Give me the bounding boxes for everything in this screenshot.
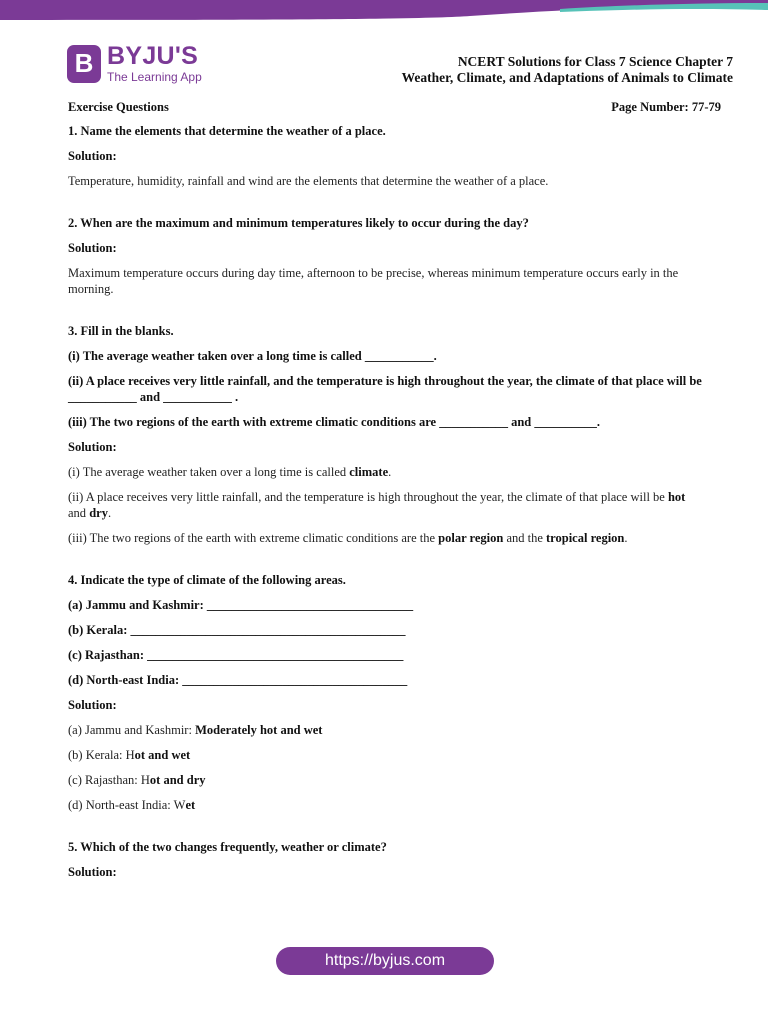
byjus-logo <box>67 44 202 83</box>
answer-3-iii: (iii) The two regions of the earth with extreme climatic conditions are the polar region and the tropical region. <box>68 531 628 545</box>
question-4-part-d: (d) North-east India: ____________________________________ <box>68 673 408 687</box>
answer-4-c: (c) Rajasthan: Hot and dry <box>68 773 206 787</box>
document-header <box>402 54 733 86</box>
answer-3-ii: (ii) A place receives very little rainfall, and the temperature is high throughout the year, the climate of that place will be hot and dry. <box>68 490 686 520</box>
answer-3-i: (i) The average weather taken over a long time is called climate. <box>68 465 392 479</box>
question-5: 5. Which of the two changes frequently, weather or climate? <box>68 840 387 854</box>
question-3-part-i: (i) The average weather taken over a long time is called ___________. <box>68 349 437 363</box>
logo-tagline: The Learning App <box>107 70 202 84</box>
answer-2: Maximum temperature occurs during day time, afternoon to be precise, whereas minimum temperature occurs early in the morning. <box>68 266 679 296</box>
answer-4-a: (a) Jammu and Kashmir: Moderately hot and wet <box>68 723 323 737</box>
question-4-part-c: (c) Rajasthan: _________________________________________ <box>68 648 404 662</box>
section-title: Exercise Questions <box>68 100 169 114</box>
logo-badge: B <box>67 45 101 83</box>
footer-url-link[interactable]: https://byjus.com <box>276 947 494 975</box>
top-decorative-band <box>0 0 768 24</box>
question-1: 1. Name the elements that determine the weather of a place. <box>68 124 386 138</box>
document-body <box>68 100 721 889</box>
question-4-part-b: (b) Kerala: ____________________________________________ <box>68 623 406 637</box>
question-3-part-ii: (ii) A place receives very little rainfall, and the temperature is high throughout the year, the climate of that place will be ___________ and ___________ . <box>68 374 702 404</box>
question-3: 3. Fill in the blanks. <box>68 324 174 338</box>
question-4: 4. Indicate the type of climate of the following areas. <box>68 573 346 587</box>
page-number: Page Number: 77-79 <box>611 100 721 114</box>
question-4-part-a: (a) Jammu and Kashmir: _________________________________ <box>68 598 414 612</box>
header-line-1: NCERT Solutions for Class 7 Science Chapter 7 <box>457 54 733 69</box>
solution-label: Solution: <box>68 241 117 255</box>
solution-label: Solution: <box>68 149 117 163</box>
question-2: 2. When are the maximum and minimum temperatures likely to occur during the day? <box>68 216 529 230</box>
solution-label: Solution: <box>68 865 117 879</box>
solution-label: Solution: <box>68 698 117 712</box>
answer-4-d: (d) North-east India: Wet <box>68 798 196 812</box>
answer-1: Temperature, humidity, rainfall and wind are the elements that determine the weather of a place. <box>68 174 549 188</box>
logo-brand-name: BYJU'S <box>107 42 199 70</box>
solution-label: Solution: <box>68 440 117 454</box>
question-3-part-iii: (iii) The two regions of the earth with extreme climatic conditions are ___________ and __________. <box>68 415 601 429</box>
answer-4-b: (b) Kerala: Hot and wet <box>68 748 191 762</box>
header-line-2: Weather, Climate, and Adaptations of Animals to Climate <box>401 70 733 85</box>
